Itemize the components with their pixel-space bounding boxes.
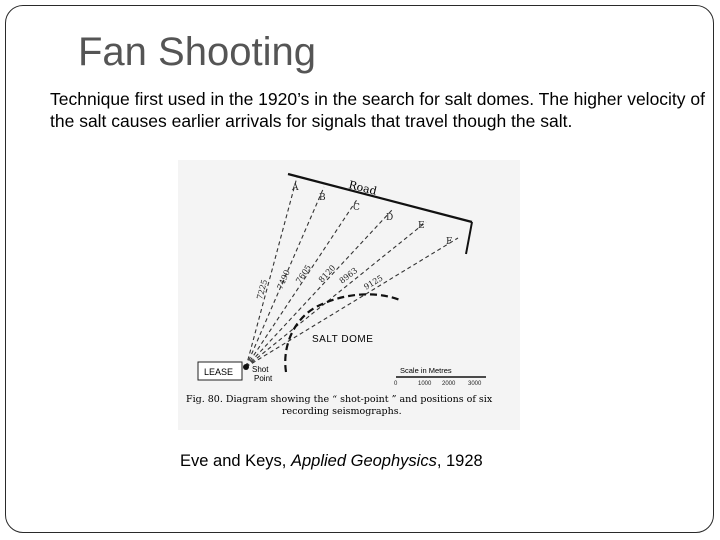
receiver-label-c: C: [353, 203, 360, 213]
road-label: Road: [347, 178, 379, 198]
receiver-label-a: A: [292, 183, 299, 193]
slide-body-text: Technique first used in the 1920’s in the search for salt domes. The higher velocity of the salt causes earlier arrivals for signals that travel though the salt.: [50, 89, 706, 131]
salt-dome-label: SALT DOME: [312, 334, 374, 345]
ray-f: [246, 238, 458, 367]
road-line: [288, 174, 472, 222]
shot-point-label-line1: Shot: [252, 365, 269, 374]
distance-label-d: 8120: [316, 263, 338, 285]
road-end-line: [466, 222, 472, 254]
distance-label-b: 7490: [275, 268, 292, 291]
receiver-label-b: B: [319, 193, 326, 203]
citation-year: , 1928: [436, 452, 483, 470]
shot-point-label-line2: Point: [254, 374, 273, 383]
scale-tick-1000: 1000: [418, 381, 432, 387]
citation-book-title: Applied Geophysics: [290, 452, 437, 470]
scale-tick-2000: 2000: [442, 381, 456, 387]
shot-point-marker: [243, 364, 249, 370]
distance-label-e: 8963: [337, 265, 360, 286]
diagram-svg: [178, 160, 520, 430]
receiver-label-e: E: [418, 221, 425, 231]
scale-title: Scale in Metres: [400, 366, 452, 375]
ray-e: [246, 222, 426, 367]
scale-tick-0: 0: [394, 381, 398, 387]
citation: [180, 452, 483, 471]
lease-label: LEASE: [204, 367, 234, 377]
distance-label-a: 7225: [255, 278, 270, 301]
slide-title: Fan Shooting: [78, 30, 316, 74]
receiver-label-d: D: [386, 213, 394, 223]
receiver-label-f: F: [446, 237, 453, 247]
scale-tick-3000: 3000: [468, 381, 482, 387]
figure-caption-line2: recording seismographs.: [282, 406, 402, 417]
citation-authors: Eve and Keys,: [180, 452, 291, 470]
distance-label-c: 7605: [294, 263, 314, 286]
fan-shooting-diagram: [178, 160, 520, 430]
figure-caption-line1: Fig. 80. Diagram showing the “ shot-point ” and positions of six: [186, 394, 493, 405]
distance-label-f: 9125: [362, 273, 385, 292]
